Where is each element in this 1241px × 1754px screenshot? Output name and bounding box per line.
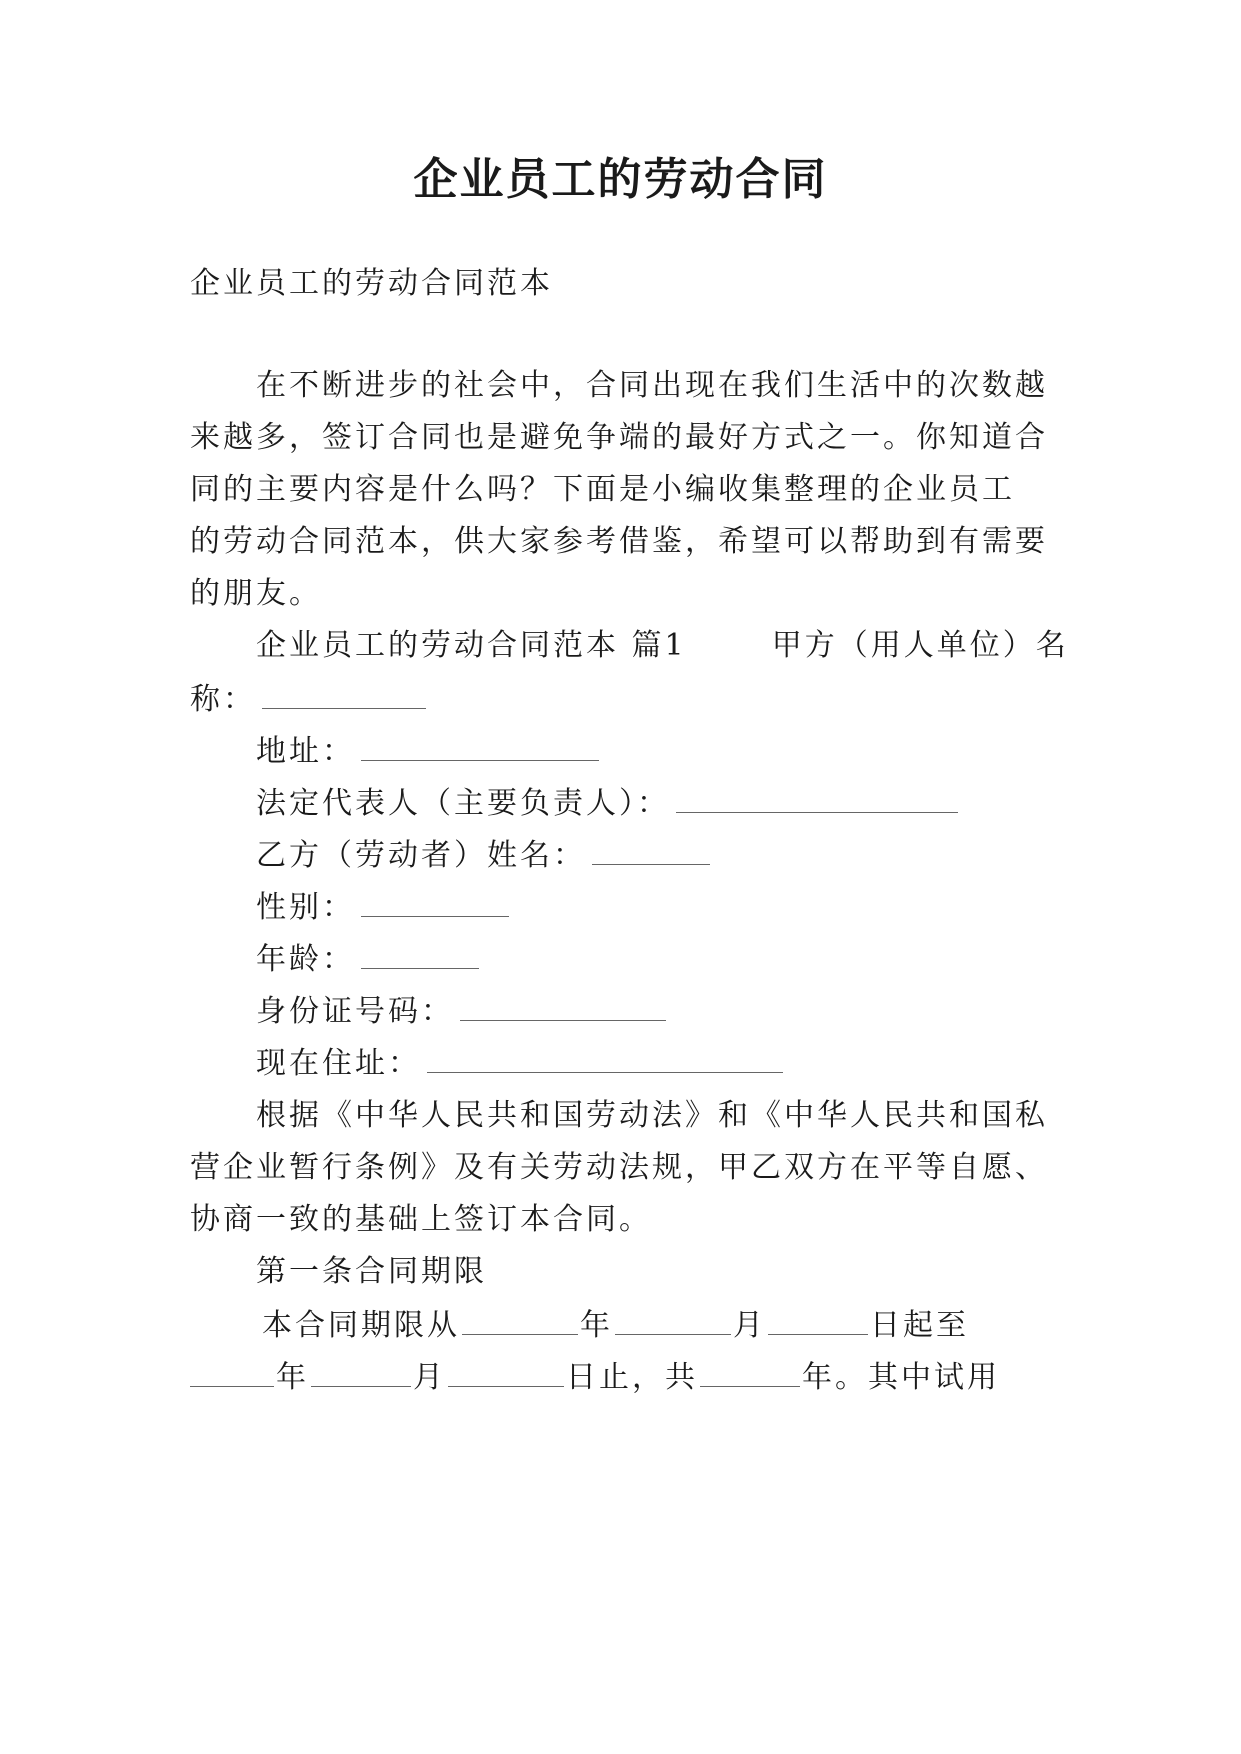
gender-blank[interactable] xyxy=(361,886,509,917)
age-label: 年龄： xyxy=(256,942,355,977)
current-address-blank[interactable] xyxy=(427,1042,783,1073)
end-year-blank[interactable] xyxy=(190,1356,274,1387)
age-blank[interactable] xyxy=(361,938,479,969)
party-a-name-label: 称： xyxy=(190,682,256,717)
address-line xyxy=(256,730,1070,772)
start-month-blank[interactable] xyxy=(615,1304,731,1335)
current-address-line xyxy=(256,1042,1070,1084)
party-a-name-line xyxy=(190,678,1070,720)
article-1-term-line-2 xyxy=(190,1356,1070,1398)
id-number-label: 身份证号码： xyxy=(256,994,454,1029)
legal-rep-blank[interactable] xyxy=(676,782,958,813)
start-month-label: 月 xyxy=(733,1308,766,1343)
age-line xyxy=(256,938,1070,980)
total-years-blank[interactable] xyxy=(700,1356,800,1387)
intro-line-4: 的劳动合同范本，供大家参考借鉴，希望可以帮助到有需要 xyxy=(190,524,1048,559)
intro-line-1: 在不断进步的社会中，合同出现在我们生活中的次数越 xyxy=(256,368,1048,403)
current-address-label: 现在住址： xyxy=(256,1046,421,1081)
start-day-blank[interactable] xyxy=(768,1304,868,1335)
end-year-label: 年 xyxy=(276,1360,309,1395)
document-title: 企业员工的劳动合同 xyxy=(413,154,828,205)
basis-line-3: 协商一致的基础上签订本合同。 xyxy=(190,1202,652,1237)
legal-rep-label: 法定代表人（主要负责人）： xyxy=(256,786,670,821)
section-heading-line xyxy=(256,626,1070,666)
end-day-blank[interactable] xyxy=(448,1356,564,1387)
start-year-blank[interactable] xyxy=(462,1304,578,1335)
gender-label: 性别： xyxy=(256,890,355,925)
legal-rep-line xyxy=(256,782,1070,824)
basis-line-2: 营企业暂行条例》及有关劳动法规，甲乙双方在平等自愿、 xyxy=(190,1150,1048,1185)
party-a-name-blank[interactable] xyxy=(262,678,426,709)
term-from-label: 本合同期限从 xyxy=(262,1308,460,1343)
intro-line-5: 的朋友。 xyxy=(190,576,322,611)
end-month-label: 月 xyxy=(413,1360,446,1395)
start-year-label: 年 xyxy=(580,1308,613,1343)
basis-line-1: 根据《中华人民共和国劳动法》和《中华人民共和国私 xyxy=(256,1098,1048,1133)
intro-line-3: 同的主要内容是什么吗？下面是小编收集整理的企业员工 xyxy=(190,472,1015,507)
document-subtitle: 企业员工的劳动合同范本 xyxy=(190,266,553,301)
address-blank[interactable] xyxy=(361,730,599,761)
article-1-term-line-1 xyxy=(262,1304,1070,1346)
trial-period-text: 年。其中试用 xyxy=(802,1360,1000,1395)
intro-line-2: 来越多，签订合同也是避免争端的最好方式之一。你知道合 xyxy=(190,420,1048,455)
address-label: 地址： xyxy=(256,734,355,769)
end-month-blank[interactable] xyxy=(311,1356,411,1387)
section-heading: 企业员工的劳动合同范本 篇1 xyxy=(256,628,687,663)
gender-line xyxy=(256,886,1070,928)
start-day-label: 日起至 xyxy=(870,1308,969,1343)
id-number-blank[interactable] xyxy=(460,990,666,1021)
party-b-name-label: 乙方（劳动者）姓名： xyxy=(256,838,586,873)
party-b-name-line xyxy=(256,834,1070,876)
article-1-heading: 第一条合同期限 xyxy=(256,1254,487,1289)
end-day-label: 日止，共 xyxy=(566,1360,698,1395)
id-number-line xyxy=(256,990,1070,1032)
party-b-name-blank[interactable] xyxy=(592,834,710,865)
party-a-label: 甲方（用人单位）名 xyxy=(771,628,1069,663)
